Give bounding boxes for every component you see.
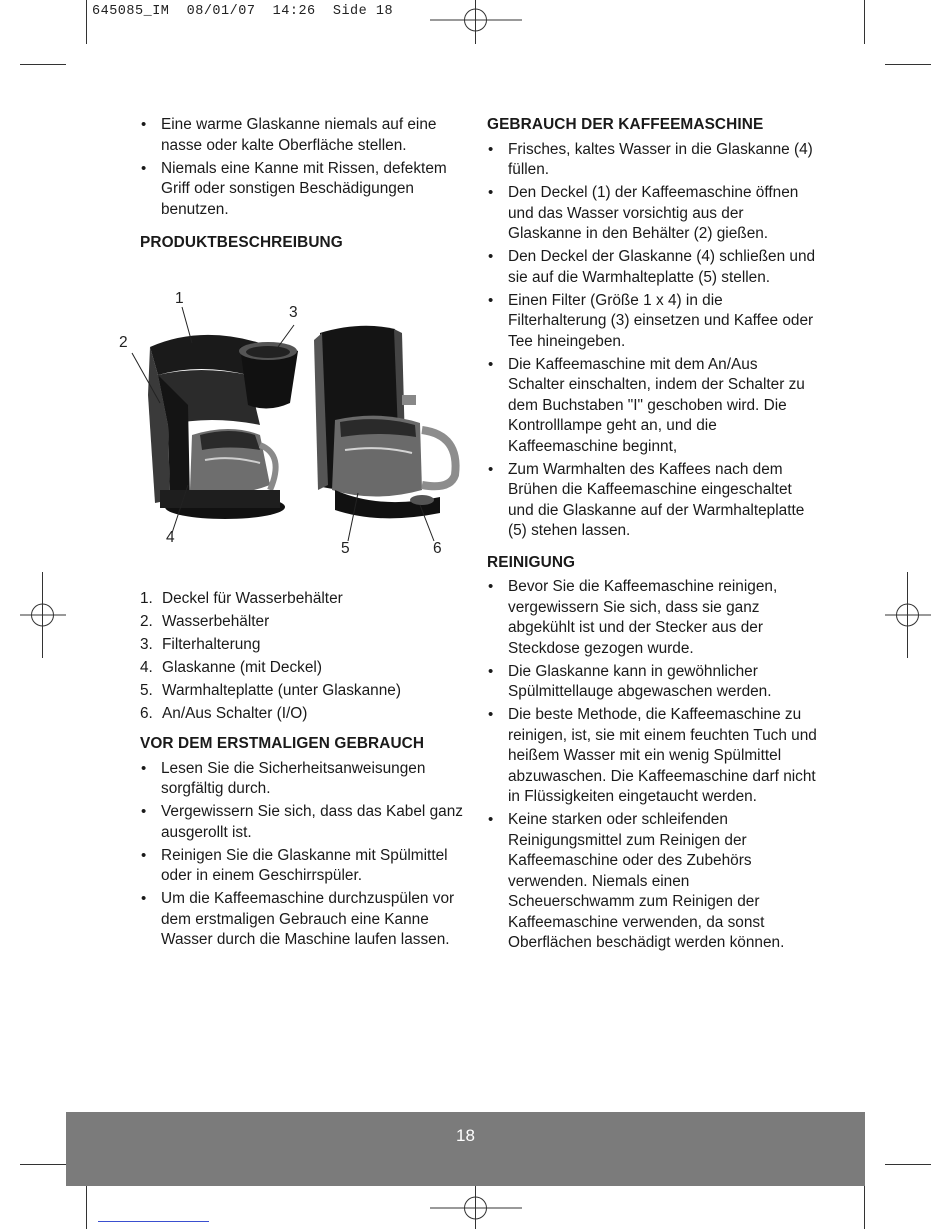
callout-2: 2 xyxy=(119,334,128,351)
list-item: • Zum Warmhalten des Kaffees nach dem Brühen die Kaffeemaschine eingeschaltet und die Glaskanne auf der Warmhalteplatte (5) stehen lassen. xyxy=(487,460,817,542)
callout-3: 3 xyxy=(289,304,298,321)
cleaning-bullet-list xyxy=(487,577,817,954)
list-item: • Die Glaskanne kann in gewöhnlicher Spülmittellauge abgewaschen werden. xyxy=(487,662,817,703)
product-description-heading: PRODUKTBESCHREIBUNG xyxy=(140,234,343,251)
callout-4: 4 xyxy=(166,529,175,546)
list-item: • Reinigen Sie die Glaskanne mit Spülmittel oder in einem Geschirrspüler. xyxy=(140,846,470,887)
page-number: 18 xyxy=(456,1126,475,1145)
list-item: • Niemals eine Kanne mit Rissen, defektem Griff oder sonstigen Beschädigungen benutzen. xyxy=(140,159,470,221)
callout-5: 5 xyxy=(341,540,350,557)
first-use-bullet-list xyxy=(140,759,470,951)
list-item: 5. Warmhalteplatte (unter Glaskanne) xyxy=(140,681,401,699)
product-illustration xyxy=(110,285,470,565)
slug-date: 08/01/07 xyxy=(186,4,256,19)
list-item: • Die beste Methode, die Kaffeemaschine zu reinigen, ist, sie mit einem feuchten Tuch und heißem Wasser mit ein wenig Spülmittel abzuwaschen. Die Kaffeemaschine darf nicht in Flüssigkeiten eingetaucht werden. xyxy=(487,705,817,808)
list-item: • Lesen Sie die Sicherheitsanweisungen sorgfältig durch. xyxy=(140,759,470,800)
list-item: • Den Deckel der Glaskanne (4) schließen und sie auf die Warmhalteplatte (5) stellen. xyxy=(487,247,817,288)
print-slug xyxy=(92,4,393,19)
list-item: 4. Glaskanne (mit Deckel) xyxy=(140,658,322,676)
slug-time: 14:26 xyxy=(272,4,316,19)
blue-rule xyxy=(98,1221,209,1222)
list-item: • Um die Kaffeemaschine durchzuspülen vor dem erstmaligen Gebrauch eine Kanne Wasser durch die Maschine laufen lassen. xyxy=(140,889,470,951)
slug-page-label: Side 18 xyxy=(332,4,394,19)
cleaning-heading: REINIGUNG xyxy=(487,553,576,571)
list-item: • Frisches, kaltes Wasser in die Glaskanne (4) füllen. xyxy=(487,140,817,181)
callout-6: 6 xyxy=(433,540,442,557)
safety-bullet-list xyxy=(140,115,470,220)
list-item: • Keine starken oder schleifenden Reinigungsmittel zum Reinigen der Kaffeemaschine oder des Zubehörs verwenden. Niemals einen Scheuerschwamm zum Reinigen der Kaffeemaschine verwenden, da sonst Oberflächen beschädigt werden können. xyxy=(487,810,817,954)
list-item: 6. An/Aus Schalter (I/O) xyxy=(140,704,308,722)
list-item: • Einen Filter (Größe 1 x 4) in die Filterhalterung (3) einsetzen und Kaffee oder Tee hineingeben. xyxy=(487,291,817,353)
registration-target-left xyxy=(20,592,66,638)
registration-target-bottom xyxy=(430,1186,522,1229)
list-item: • Die Kaffeemaschine mit dem An/Aus Schalter einschalten, indem der Schalter zu dem Buchstaben "I" geschoben wird. Die Kontrolllampe geht an, und die Kaffeemaschine beginnt, xyxy=(487,355,817,458)
slug-job: 645085_IM xyxy=(92,4,170,19)
list-item: 3. Filterhalterung xyxy=(140,635,261,653)
callout-1: 1 xyxy=(175,290,184,307)
list-item: • Eine warme Glaskanne niemals auf eine nasse oder kalte Oberfläche stellen. xyxy=(140,115,470,156)
first-use-heading: VOR DEM ERSTMALIGEN GEBRAUCH xyxy=(140,735,425,752)
registration-target-right xyxy=(885,592,931,638)
registration-target-top xyxy=(430,0,522,44)
list-item: 1. Deckel für Wasserbehälter xyxy=(140,589,343,607)
footer-bar xyxy=(66,1112,865,1186)
list-item: • Bevor Sie die Kaffeemaschine reinigen, vergewissern Sie sich, dass sie ganz abgekühlt ist und der Stecker aus der Steckdose gezogen wurde. xyxy=(487,577,817,659)
list-item: • Den Deckel (1) der Kaffeemaschine öffnen und das Wasser vorsichtig aus der Glaskanne in den Behälter (2) gießen. xyxy=(487,183,817,245)
usage-bullet-list xyxy=(487,140,817,542)
coffee-maker-illustration xyxy=(110,285,470,565)
list-item: • Vergewissern Sie sich, dass das Kabel ganz ausgerollt ist. xyxy=(140,802,470,843)
parts-list xyxy=(140,589,470,725)
list-item: 2. Wasserbehälter xyxy=(140,612,270,630)
usage-heading: GEBRAUCH DER KAFFEEMASCHINE xyxy=(487,116,764,133)
right-column xyxy=(487,115,817,956)
